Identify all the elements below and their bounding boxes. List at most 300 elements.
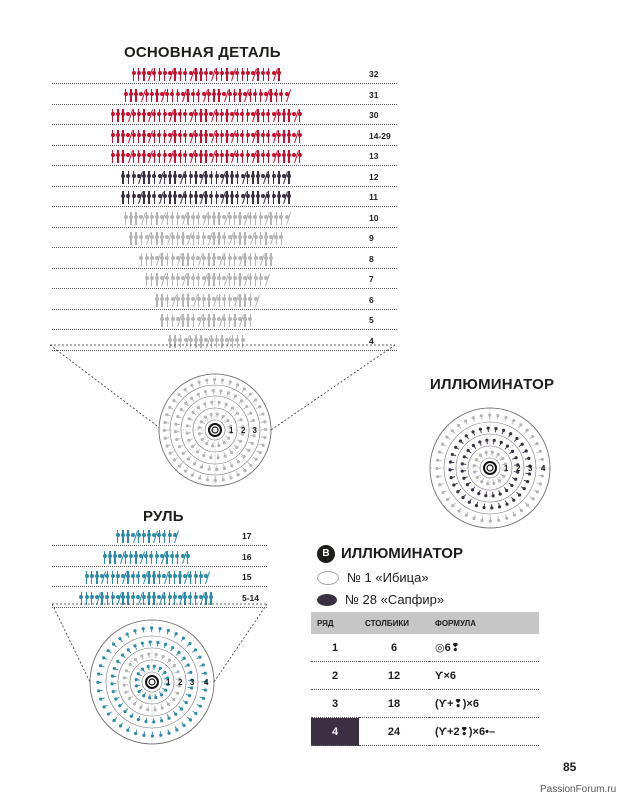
stitch-icon bbox=[157, 130, 161, 143]
stitch-icon bbox=[230, 191, 234, 204]
stitch-icon bbox=[292, 109, 296, 122]
stitch-icon bbox=[116, 571, 120, 584]
stitch-icon bbox=[199, 571, 203, 584]
stitch-icon bbox=[228, 232, 232, 245]
stitch-icon bbox=[272, 171, 276, 184]
stitch-icon bbox=[194, 571, 198, 584]
stitch-icon bbox=[157, 150, 161, 163]
ring-label: 4 bbox=[204, 678, 209, 687]
stitch-row bbox=[52, 125, 397, 146]
stitch-icon bbox=[292, 150, 296, 163]
stitch-icon bbox=[266, 150, 270, 163]
stitch-icon bbox=[204, 171, 208, 184]
stitch-icon bbox=[171, 232, 175, 245]
stitch-icon bbox=[170, 551, 174, 564]
stitch-icon bbox=[178, 171, 182, 184]
stitch-icon bbox=[256, 68, 260, 81]
stitch-icon bbox=[243, 294, 247, 307]
stitch-icon bbox=[199, 68, 203, 81]
stitch-icon bbox=[282, 171, 286, 184]
stitch-icon bbox=[165, 294, 169, 307]
stitch-stem bbox=[474, 466, 478, 467]
stitch-icon bbox=[136, 571, 140, 584]
stitch-icon bbox=[126, 530, 130, 543]
stitch-icon bbox=[246, 68, 250, 81]
stitch-icon bbox=[199, 109, 203, 122]
stitch-icon bbox=[105, 571, 109, 584]
stitch-icon bbox=[183, 191, 187, 204]
stitch-icon bbox=[142, 150, 146, 163]
stitch-icon bbox=[181, 253, 185, 266]
stitch-icon bbox=[150, 212, 154, 225]
stitch-icon bbox=[202, 212, 206, 225]
stitch-icon bbox=[132, 130, 136, 143]
stitch-icon bbox=[194, 150, 198, 163]
stitch-icon bbox=[196, 89, 200, 102]
stitch-icon bbox=[228, 273, 232, 286]
stitch-icon bbox=[147, 191, 151, 204]
stitch-row bbox=[52, 309, 397, 330]
stitch-marks bbox=[129, 232, 283, 246]
stitch-icon bbox=[292, 130, 296, 143]
stitch-icon bbox=[132, 191, 136, 204]
stitch-icon bbox=[261, 68, 265, 81]
stitch-icon bbox=[178, 150, 182, 163]
stitch-icon bbox=[152, 530, 156, 543]
stitch-icon bbox=[199, 150, 203, 163]
stitch-icon bbox=[256, 150, 260, 163]
stitch-icon bbox=[171, 294, 175, 307]
stitch-icon bbox=[183, 68, 187, 81]
stitch-icon bbox=[152, 571, 156, 584]
stitch-dot bbox=[133, 644, 136, 647]
stitch-icon bbox=[194, 68, 198, 81]
stitch-icon bbox=[212, 253, 216, 266]
stitch-icon bbox=[235, 109, 239, 122]
stitch-icon bbox=[248, 294, 252, 307]
row-label: 32 bbox=[369, 69, 379, 79]
stitch-marks bbox=[121, 171, 291, 185]
stitch-icon bbox=[238, 253, 242, 266]
stitch-icon bbox=[186, 551, 190, 564]
center-ring-icon bbox=[146, 676, 158, 688]
stitch-icon bbox=[134, 89, 138, 102]
stitch-icon bbox=[202, 89, 206, 102]
stitch-icon bbox=[137, 68, 141, 81]
stitch-icon bbox=[183, 109, 187, 122]
stitch-dot bbox=[513, 513, 516, 516]
stitch-icon bbox=[165, 551, 169, 564]
stitch-icon bbox=[189, 191, 193, 204]
stitch-row bbox=[52, 186, 397, 207]
main-part-rows bbox=[52, 63, 392, 353]
stitch-icon bbox=[168, 530, 172, 543]
stitch-icon bbox=[155, 273, 159, 286]
ring-label: 2 bbox=[516, 464, 521, 473]
stitch-stem bbox=[201, 689, 205, 690]
stitch-stem bbox=[482, 516, 483, 520]
stitch-stem bbox=[150, 694, 151, 698]
stitch-icon bbox=[238, 212, 242, 225]
stitch-icon bbox=[173, 571, 177, 584]
stitch-icon bbox=[202, 232, 206, 245]
stitch-icon bbox=[196, 212, 200, 225]
stitch-icon bbox=[147, 109, 151, 122]
stitch-icon bbox=[163, 130, 167, 143]
stitch-icon bbox=[248, 212, 252, 225]
stitch-icon bbox=[152, 171, 156, 184]
ring-label: 1 bbox=[229, 426, 234, 435]
stitch-icon bbox=[259, 253, 263, 266]
stitch-row bbox=[52, 566, 267, 587]
stitch-icon bbox=[274, 212, 278, 225]
stitch-icon bbox=[152, 68, 156, 81]
stitch-icon bbox=[137, 191, 141, 204]
stitch-icon bbox=[176, 212, 180, 225]
stitch-icon bbox=[168, 109, 172, 122]
stitch-icon bbox=[264, 273, 268, 286]
stitch-icon bbox=[171, 253, 175, 266]
stitch-icon bbox=[230, 109, 234, 122]
stitch-icon bbox=[266, 171, 270, 184]
stitch-icon bbox=[220, 109, 224, 122]
stitch-icon bbox=[168, 150, 172, 163]
stitch-dot bbox=[452, 483, 455, 486]
stitch-icon bbox=[220, 171, 224, 184]
stitch-icon bbox=[121, 150, 125, 163]
stitch-marks bbox=[132, 68, 281, 82]
stitch-icon bbox=[246, 191, 250, 204]
stitch-icon bbox=[173, 150, 177, 163]
stitch-icon bbox=[168, 571, 172, 584]
stitch-icon bbox=[152, 109, 156, 122]
stitch-icon bbox=[111, 150, 115, 163]
stitch-icon bbox=[178, 130, 182, 143]
stitch-icon bbox=[100, 571, 104, 584]
table-row bbox=[311, 662, 539, 690]
row-label: 10 bbox=[369, 212, 379, 223]
stitch-icon bbox=[259, 89, 263, 102]
stitch-icon bbox=[277, 68, 281, 81]
ring-label: 2 bbox=[178, 678, 183, 687]
stitch-icon bbox=[204, 191, 208, 204]
stitch-stem bbox=[484, 504, 485, 508]
stitch-icon bbox=[272, 130, 276, 143]
stitch-icon bbox=[277, 191, 281, 204]
stitch-icon bbox=[272, 191, 276, 204]
stitch-icon bbox=[212, 314, 216, 327]
stitch-icon bbox=[189, 130, 193, 143]
stitch-icon bbox=[158, 191, 162, 204]
stitch-icon bbox=[228, 212, 232, 225]
stitch-icon bbox=[186, 89, 190, 102]
stitch-row bbox=[52, 546, 267, 567]
stitch-icon bbox=[243, 314, 247, 327]
stitch-icon bbox=[254, 232, 258, 245]
stitch-icon bbox=[157, 109, 161, 122]
stitch-stem bbox=[146, 718, 147, 722]
stitch-icon bbox=[181, 89, 185, 102]
guide-line bbox=[50, 345, 165, 432]
stitch-icon bbox=[134, 551, 138, 564]
stitch-stem bbox=[159, 629, 160, 633]
stitch-icon bbox=[197, 314, 201, 327]
stitch-icon bbox=[222, 212, 226, 225]
legend-badge: B bbox=[317, 545, 335, 563]
stitch-icon bbox=[176, 253, 180, 266]
stitch-icon bbox=[188, 571, 192, 584]
stitch-icon bbox=[204, 109, 208, 122]
stitch-icon bbox=[222, 314, 226, 327]
stitch-icon bbox=[176, 273, 180, 286]
stitch-icon bbox=[248, 273, 252, 286]
stitch-icon bbox=[189, 150, 193, 163]
stitch-stem bbox=[154, 666, 155, 670]
stitch-icon bbox=[261, 109, 265, 122]
stitch-icon bbox=[207, 314, 211, 327]
stitch-icon bbox=[209, 150, 213, 163]
stitch-icon bbox=[181, 294, 185, 307]
stitch-stem bbox=[144, 731, 145, 735]
stitch-icon bbox=[165, 212, 169, 225]
stitch-icon bbox=[171, 314, 175, 327]
stitch-icon bbox=[272, 150, 276, 163]
row-label: 30 bbox=[369, 110, 379, 120]
row-label: 6 bbox=[369, 294, 374, 305]
stitch-dot bbox=[505, 503, 508, 506]
stitch-icon bbox=[171, 273, 175, 286]
stitch-icon bbox=[137, 130, 141, 143]
stitch-icon bbox=[228, 89, 232, 102]
header-formula: ФОРМУЛА bbox=[429, 612, 539, 634]
stitch-icon bbox=[277, 109, 281, 122]
stitch-icon bbox=[132, 68, 136, 81]
guide-line bbox=[52, 604, 90, 682]
stitch-icon bbox=[233, 314, 237, 327]
stitch-stem bbox=[538, 475, 542, 476]
header-row: РЯД bbox=[311, 612, 359, 634]
stitch-icon bbox=[196, 273, 200, 286]
stitch-icon bbox=[204, 150, 208, 163]
legend-item-ibiza bbox=[317, 570, 429, 585]
stitch-row bbox=[52, 166, 397, 187]
stitch-icon bbox=[212, 212, 216, 225]
stitch-icon bbox=[160, 551, 164, 564]
stitch-icon bbox=[181, 232, 185, 245]
stitch-icon bbox=[225, 150, 229, 163]
stitch-icon bbox=[243, 212, 247, 225]
stitch-stem bbox=[188, 687, 192, 688]
stitch-icon bbox=[202, 314, 206, 327]
stitch-icon bbox=[147, 571, 151, 584]
stitch-marks bbox=[124, 89, 289, 103]
stitch-icon bbox=[181, 314, 185, 327]
stitch-icon bbox=[145, 232, 149, 245]
stitch-icon bbox=[279, 89, 283, 102]
stitch-icon bbox=[145, 273, 149, 286]
stitch-icon bbox=[264, 232, 268, 245]
stitch-dot bbox=[114, 697, 117, 700]
stitch-icon bbox=[261, 191, 265, 204]
stitch-icon bbox=[209, 68, 213, 81]
stitch-icon bbox=[134, 232, 138, 245]
row-label: 31 bbox=[369, 89, 379, 100]
stitch-row bbox=[52, 289, 397, 310]
stitch-stem bbox=[494, 440, 495, 444]
stitch-icon bbox=[132, 150, 136, 163]
stitch-row bbox=[52, 104, 397, 125]
stitch-icon bbox=[186, 314, 190, 327]
stitch-icon bbox=[238, 294, 242, 307]
stitch-row bbox=[52, 145, 397, 166]
stitch-icon bbox=[158, 171, 162, 184]
stitch-icon bbox=[145, 89, 149, 102]
row-label: 14-29 bbox=[369, 130, 391, 141]
stitch-icon bbox=[215, 109, 219, 122]
stitch-stem bbox=[165, 422, 169, 423]
stitch-icon bbox=[175, 551, 179, 564]
stitch-icon bbox=[157, 530, 161, 543]
guide-line bbox=[214, 604, 267, 682]
row-label: 13 bbox=[369, 151, 379, 161]
stitch-icon bbox=[238, 89, 242, 102]
stitch-icon bbox=[173, 109, 177, 122]
stitch-icon bbox=[251, 171, 255, 184]
stitch-stem bbox=[176, 424, 180, 425]
stitch-icon bbox=[134, 212, 138, 225]
stitch-icon bbox=[215, 191, 219, 204]
stitch-icon bbox=[298, 150, 302, 163]
stitch-icon bbox=[137, 171, 141, 184]
stitch-icon bbox=[264, 89, 268, 102]
stitch-icon bbox=[121, 191, 125, 204]
stitch-icon bbox=[129, 551, 133, 564]
stitch-icon bbox=[121, 171, 125, 184]
stitch-icon bbox=[191, 273, 195, 286]
stitch-icon bbox=[178, 109, 182, 122]
stitch-icon bbox=[121, 109, 125, 122]
stitch-icon bbox=[207, 253, 211, 266]
stitch-icon bbox=[204, 68, 208, 81]
rudder-title: РУЛЬ bbox=[143, 508, 184, 525]
stitch-icon bbox=[225, 171, 229, 184]
stitch-icon bbox=[230, 130, 234, 143]
stitch-icon bbox=[215, 150, 219, 163]
stitch-icon bbox=[90, 571, 94, 584]
stitch-icon bbox=[116, 150, 120, 163]
stitch-icon bbox=[269, 89, 273, 102]
stitch-row bbox=[52, 84, 397, 105]
stitch-icon bbox=[139, 253, 143, 266]
stitch-icon bbox=[124, 212, 128, 225]
legend-label: № 28 «Сапфир» bbox=[345, 592, 445, 607]
stitch-row bbox=[52, 268, 397, 289]
stitch-icon bbox=[170, 89, 174, 102]
stitch-icon bbox=[147, 68, 151, 81]
stitch-icon bbox=[251, 130, 255, 143]
stitch-icon bbox=[129, 89, 133, 102]
stitch-icon bbox=[191, 314, 195, 327]
stitch-stem bbox=[261, 437, 265, 438]
stitch-icon bbox=[212, 232, 216, 245]
stitch-icon bbox=[126, 150, 130, 163]
stitch-stem bbox=[213, 442, 214, 446]
ring-label: 3 bbox=[252, 426, 257, 435]
stitch-icon bbox=[222, 294, 226, 307]
row-label: 17 bbox=[242, 531, 252, 541]
ring-label: 3 bbox=[190, 678, 195, 687]
stitch-icon bbox=[183, 571, 187, 584]
stitch-icon bbox=[137, 150, 141, 163]
row-stitches: 24 bbox=[359, 718, 429, 746]
stitch-icon bbox=[132, 109, 136, 122]
stitch-icon bbox=[266, 68, 270, 81]
stitch-icon bbox=[266, 191, 270, 204]
stitch-row bbox=[52, 63, 397, 84]
row-number: 2 bbox=[311, 662, 359, 690]
stitch-icon bbox=[131, 530, 135, 543]
stitch-marks bbox=[145, 273, 268, 287]
stitch-icon bbox=[152, 150, 156, 163]
stitch-icon bbox=[241, 191, 245, 204]
stitch-stem bbox=[187, 426, 191, 427]
stitch-icon bbox=[238, 273, 242, 286]
stitch-icon bbox=[163, 171, 167, 184]
stitch-marks bbox=[124, 212, 289, 226]
stitch-icon bbox=[186, 273, 190, 286]
stitch-icon bbox=[85, 571, 89, 584]
stitch-stem bbox=[462, 464, 466, 465]
stitch-icon bbox=[118, 551, 122, 564]
stitch-icon bbox=[170, 212, 174, 225]
table-row-highlighted bbox=[311, 718, 539, 746]
stitch-icon bbox=[225, 109, 229, 122]
stitch-icon bbox=[251, 68, 255, 81]
stitch-icon bbox=[235, 130, 239, 143]
stitch-stem bbox=[156, 654, 157, 658]
stitch-icon bbox=[251, 150, 255, 163]
stitch-icon bbox=[298, 109, 302, 122]
stitch-icon bbox=[285, 89, 289, 102]
stitch-icon bbox=[207, 212, 211, 225]
stitch-stem bbox=[209, 465, 210, 469]
table-row bbox=[311, 690, 539, 718]
stitch-icon bbox=[233, 294, 237, 307]
stitch-icon bbox=[248, 253, 252, 266]
stitch-icon bbox=[269, 212, 273, 225]
stitch-icon bbox=[220, 68, 224, 81]
stitch-icon bbox=[217, 314, 221, 327]
stitch-icon bbox=[139, 232, 143, 245]
stitch-icon bbox=[173, 171, 177, 184]
stitch-icon bbox=[228, 314, 232, 327]
stitch-marks bbox=[155, 294, 258, 308]
stitch-icon bbox=[264, 212, 268, 225]
stitch-icon bbox=[251, 109, 255, 122]
stitch-icon bbox=[116, 130, 120, 143]
stitch-icon bbox=[266, 109, 270, 122]
stitch-icon bbox=[126, 109, 130, 122]
stitch-row bbox=[52, 207, 397, 228]
stitch-dot bbox=[525, 449, 528, 452]
stitch-icon bbox=[149, 551, 153, 564]
stitch-icon bbox=[251, 191, 255, 204]
stitch-icon bbox=[238, 232, 242, 245]
stitch-icon bbox=[256, 130, 260, 143]
watermark: PassionForum.ru bbox=[540, 784, 617, 795]
stitch-icon bbox=[121, 130, 125, 143]
stitch-icon bbox=[103, 551, 107, 564]
